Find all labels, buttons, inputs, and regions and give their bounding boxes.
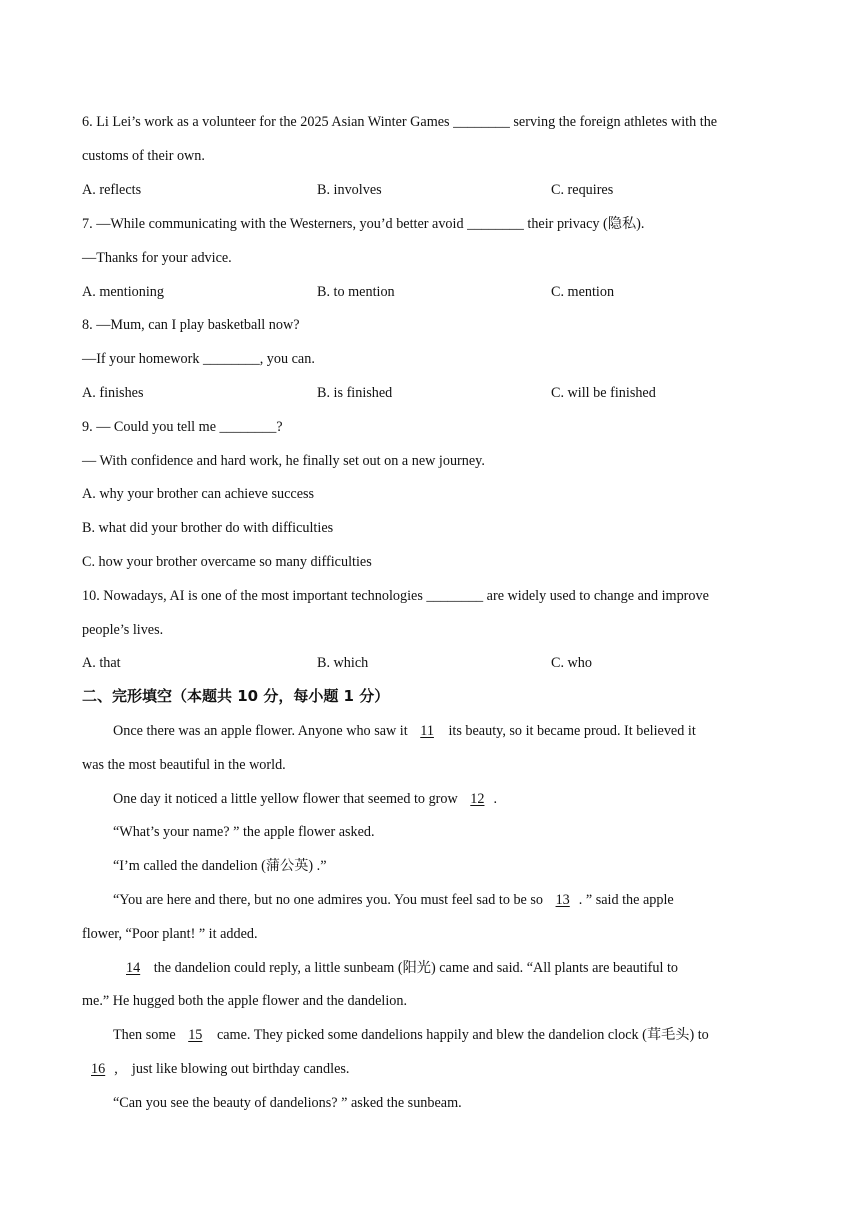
text: the dandelion could reply, a little sunbeam (阳光) came and said. “All plants are beautiful to [150,960,678,976]
cloze-paragraph-5 [113,891,674,909]
option-a: A. mentioning [82,284,164,300]
question-9-option-c: C. how your brother overcame so many difficulties [82,554,372,570]
cloze-paragraph-6 [119,959,678,977]
option-a: A. finishes [82,385,144,401]
text: “You are here and there, but no one admires you. You must feel sad to be so [113,892,547,908]
question-6-stem-cont: customs of their own. [82,148,205,164]
text: Then some [113,1027,180,1043]
option-a: A. reflects [82,182,142,198]
text: Once there was an apple flower. Anyone who saw it [113,723,412,739]
question-9-reply: — With confidence and hard work, he finally set out on a new journey. [82,453,485,469]
option-b: B. involves [317,182,382,198]
blank-13: 13 [555,892,570,908]
question-7-options [82,283,782,301]
blank-12: 12 [470,791,485,807]
question-9-option-b: B. what did your brother do with difficulties [82,520,334,536]
option-c: C. requires [551,182,614,198]
option-c: C. who [551,655,592,671]
text: its beauty, so it became proud. It believed it [444,723,696,739]
cloze-paragraph-1 [113,722,696,740]
question-8-options [82,384,782,402]
question-8-stem: 8. —Mum, can I play basketball now? [82,317,300,333]
option-a: A. that [82,655,121,671]
question-7-reply: —Thanks for your advice. [82,250,232,266]
text: . ” said the apple [578,892,674,908]
text: , just like blowing out birthday candles. [114,1061,350,1077]
question-9-stem: 9. — Could you tell me ________? [82,419,283,435]
cloze-paragraph-3: “What’s your name? ” the apple flower asked. [113,824,375,840]
option-b: B. which [317,655,369,671]
option-b: B. is finished [317,385,393,401]
question-10-options [82,654,782,672]
cloze-paragraph-7 [113,1026,709,1044]
question-7-stem: 7. —While communicating with the Westerners, you’d better avoid ________ their privacy (隐私). [82,216,645,232]
cloze-paragraph-1-cont: was the most beautiful in the world. [82,757,286,773]
cloze-paragraph-8: “Can you see the beauty of dandelions? ” asked the sunbeam. [113,1095,462,1111]
blank-15: 15 [188,1027,203,1043]
text: One day it noticed a little yellow flower that seemed to grow [113,791,462,807]
question-10-stem: 10. Nowadays, AI is one of the most important technologies ________ are widely used to change and improve [82,588,709,604]
cloze-paragraph-4: “I’m called the dandelion (蒲公英) .” [113,858,327,874]
section-heading: 二、完形填空（本题共 10 分，每小题 1 分） [82,687,390,705]
text: came. They picked some dandelions happily and blew the dandelion clock (茸毛头) to [213,1027,709,1043]
blank-14: 14 [126,960,141,976]
question-6-options [82,181,782,199]
cloze-paragraph-5-cont: flower, “Poor plant! ” it added. [82,926,258,942]
blank-16: 16 [91,1061,106,1077]
text: . [493,791,498,807]
question-9-option-a: A. why your brother can achieve success [82,486,315,502]
cloze-paragraph-7-cont [82,1060,349,1078]
question-6-stem: 6. Li Lei’s work as a volunteer for the 2025 Asian Winter Games ________ serving the foreign athletes with the [82,114,718,130]
question-10-stem-cont: people’s lives. [82,622,164,638]
question-8-reply: —If your homework ________, you can. [82,351,315,367]
cloze-paragraph-2 [113,790,497,808]
option-c: C. mention [551,284,615,300]
option-c: C. will be finished [551,385,656,401]
cloze-paragraph-6-cont: me.” He hugged both the apple flower and the dandelion. [82,993,408,1009]
blank-11: 11 [420,723,434,739]
option-b: B. to mention [317,284,395,300]
